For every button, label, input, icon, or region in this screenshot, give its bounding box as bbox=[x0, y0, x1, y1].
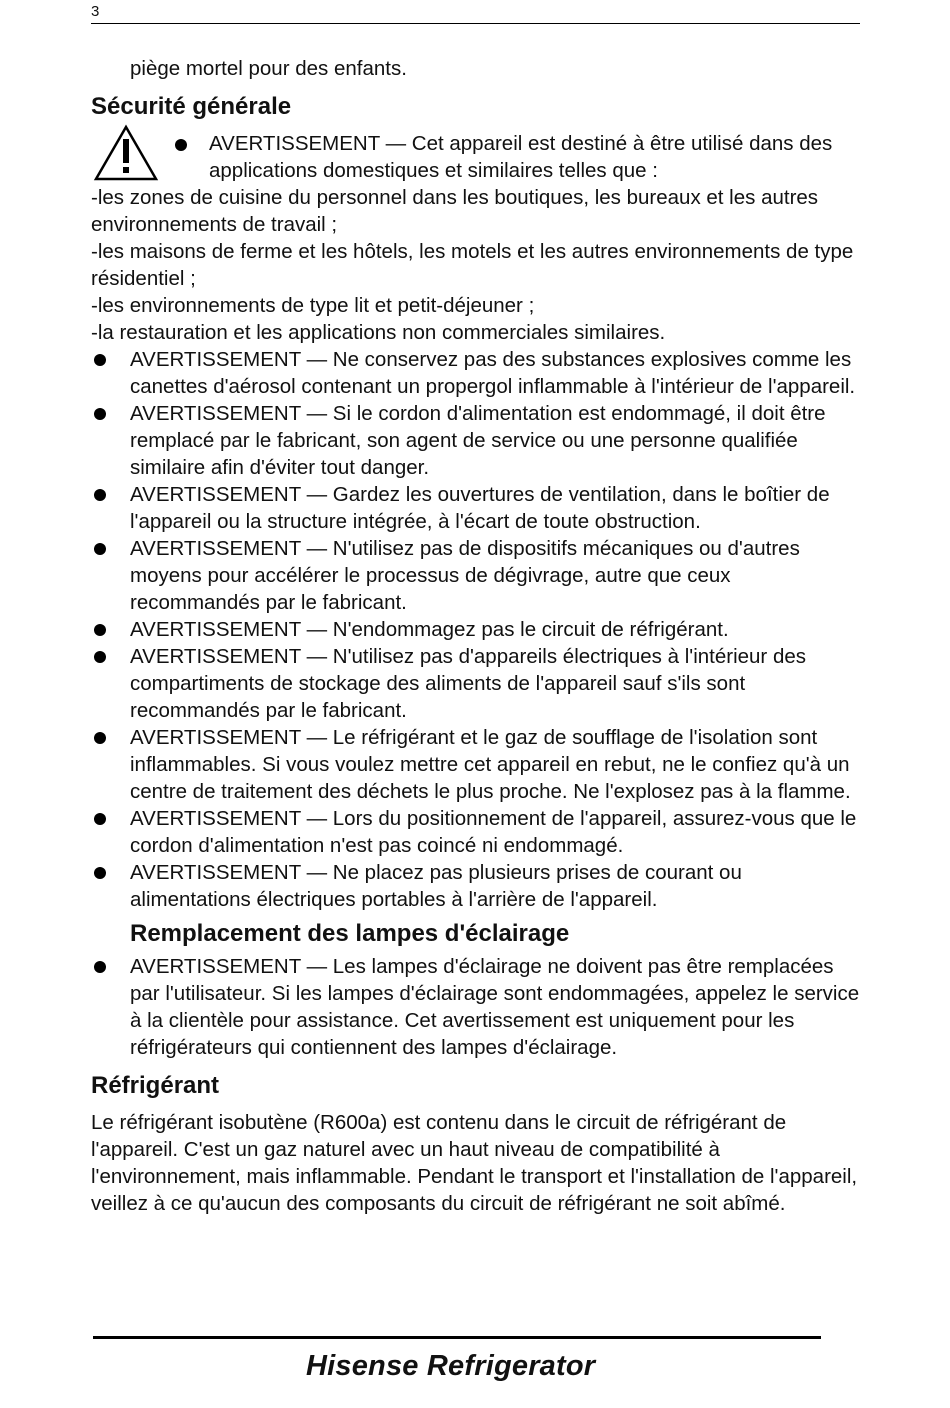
use-item: -la restauration et les applications non commerciales similaires. bbox=[91, 321, 666, 344]
header-rule bbox=[91, 23, 860, 24]
intro-line: piège mortel pour des enfants. bbox=[130, 57, 407, 80]
first-warning-text: AVERTISSEMENT — Cet appareil est destiné à être utilisé dans des applications domestiques et similaires telles que : bbox=[209, 132, 833, 182]
bullet-dot-icon bbox=[94, 867, 106, 879]
warning-item bbox=[91, 481, 866, 535]
use-item: -les maisons de ferme et les hôtels, les motels et les autres environnements de type résidentiel ; bbox=[91, 240, 854, 290]
warning-item bbox=[91, 953, 866, 1061]
section-title-lamps: Remplacement des lampes d'éclairage bbox=[130, 920, 570, 947]
warning-item bbox=[91, 859, 866, 913]
warning-triangle-icon bbox=[93, 124, 159, 182]
bullet-dot-icon bbox=[94, 489, 106, 501]
warning-item bbox=[91, 616, 866, 643]
bullet-dot-icon bbox=[94, 651, 106, 663]
page-number: 3 bbox=[91, 3, 100, 20]
section-title-refrigerant: Réfrigérant bbox=[91, 1072, 220, 1099]
bullet-dot-icon bbox=[94, 624, 106, 636]
warning-text: AVERTISSEMENT — Ne conservez pas des substances explosives comme les canettes d'aérosol contenant un propergol inflammable à l'intérieur de l'appareil. bbox=[130, 348, 856, 398]
warning-item bbox=[91, 805, 866, 859]
warning-item bbox=[91, 400, 866, 481]
general-warning-block bbox=[91, 130, 866, 184]
bullet-dot-icon bbox=[94, 408, 106, 420]
warning-text: AVERTISSEMENT — Les lampes d'éclairage ne doivent pas être remplacées par l'utilisateur. Si les lampes d'éclairage sont endommagées, appelez le service à la clientèle pour assistance. Cet avertissement est uniquement pour les réfrigérateurs qui contiennent des lampes d'éclairage. bbox=[130, 955, 860, 1059]
bullet-dot-icon bbox=[175, 139, 187, 151]
warning-text: AVERTISSEMENT — Ne placez pas plusieurs prises de courant ou alimentations électriques portables à l'arrière de l'appareil. bbox=[130, 861, 742, 911]
warning-text: AVERTISSEMENT — N'endommagez pas le circuit de réfrigérant. bbox=[130, 618, 729, 641]
refrigerant-paragraph: Le réfrigérant isobutène (R600a) est contenu dans le circuit de réfrigérant de l'appareil. C'est un gaz naturel avec un haut niveau de compatibilité à l'environnement, mais inflammable. Pendant le transport et l'installation de l'appareil, veillez à ce qu'aucun des composants du circuit de réfrigérant ne soit abîmé. bbox=[91, 1111, 858, 1215]
warning-text: AVERTISSEMENT — Si le cordon d'alimentation est endommagé, il doit être remplacé par le fabricant, son agent de service ou une personne qualifiée similaire afin d'éviter tout danger. bbox=[130, 402, 826, 479]
warning-item bbox=[91, 643, 866, 724]
page-content bbox=[91, 55, 866, 1217]
warning-text: AVERTISSEMENT — N'utilisez pas d'appareils électriques à l'intérieur des compartiments de stockage des aliments de l'appareil sauf s'ils sont recommandés par le fabricant. bbox=[130, 645, 806, 722]
warning-text: AVERTISSEMENT — Gardez les ouvertures de ventilation, dans le boîtier de l'appareil ou la structure intégrée, à l'écart de toute obstruction. bbox=[130, 483, 830, 533]
bullet-dot-icon bbox=[94, 543, 106, 555]
warning-text: AVERTISSEMENT — Lors du positionnement de l'appareil, assurez-vous que le cordon d'alimentation n'est pas coincé ni endommagé. bbox=[130, 807, 857, 857]
use-item: -les environnements de type lit et petit-déjeuner ; bbox=[91, 294, 535, 317]
warning-item bbox=[91, 535, 866, 616]
use-item: -les zones de cuisine du personnel dans les boutiques, les bureaux et les autres environnements de travail ; bbox=[91, 186, 819, 236]
brand-logo: Hisense Refrigerator bbox=[306, 1350, 596, 1382]
warning-item bbox=[91, 346, 866, 400]
warning-text: AVERTISSEMENT — Le réfrigérant et le gaz de soufflage de l'isolation sont inflammables. Si vous voulez mettre cet appareil en rebut, ne le confiez qu'à un centre de traitement des déchets le plus proche. Ne l'explosez pas à la flamme. bbox=[130, 726, 851, 803]
lamp-warning-list bbox=[91, 953, 866, 1061]
bullet-dot-icon bbox=[94, 961, 106, 973]
footer-rule bbox=[93, 1336, 821, 1339]
warning-text: AVERTISSEMENT — N'utilisez pas de dispositifs mécaniques ou d'autres moyens pour accélérer le processus de dégivrage, autre que ceux recommandés par le fabricant. bbox=[130, 537, 800, 614]
warning-list bbox=[91, 346, 866, 913]
bullet-dot-icon bbox=[94, 354, 106, 366]
bullet-dot-icon bbox=[94, 813, 106, 825]
bullet-dot-icon bbox=[94, 732, 106, 744]
section-title-general: Sécurité générale bbox=[91, 93, 292, 120]
warning-item bbox=[91, 724, 866, 805]
